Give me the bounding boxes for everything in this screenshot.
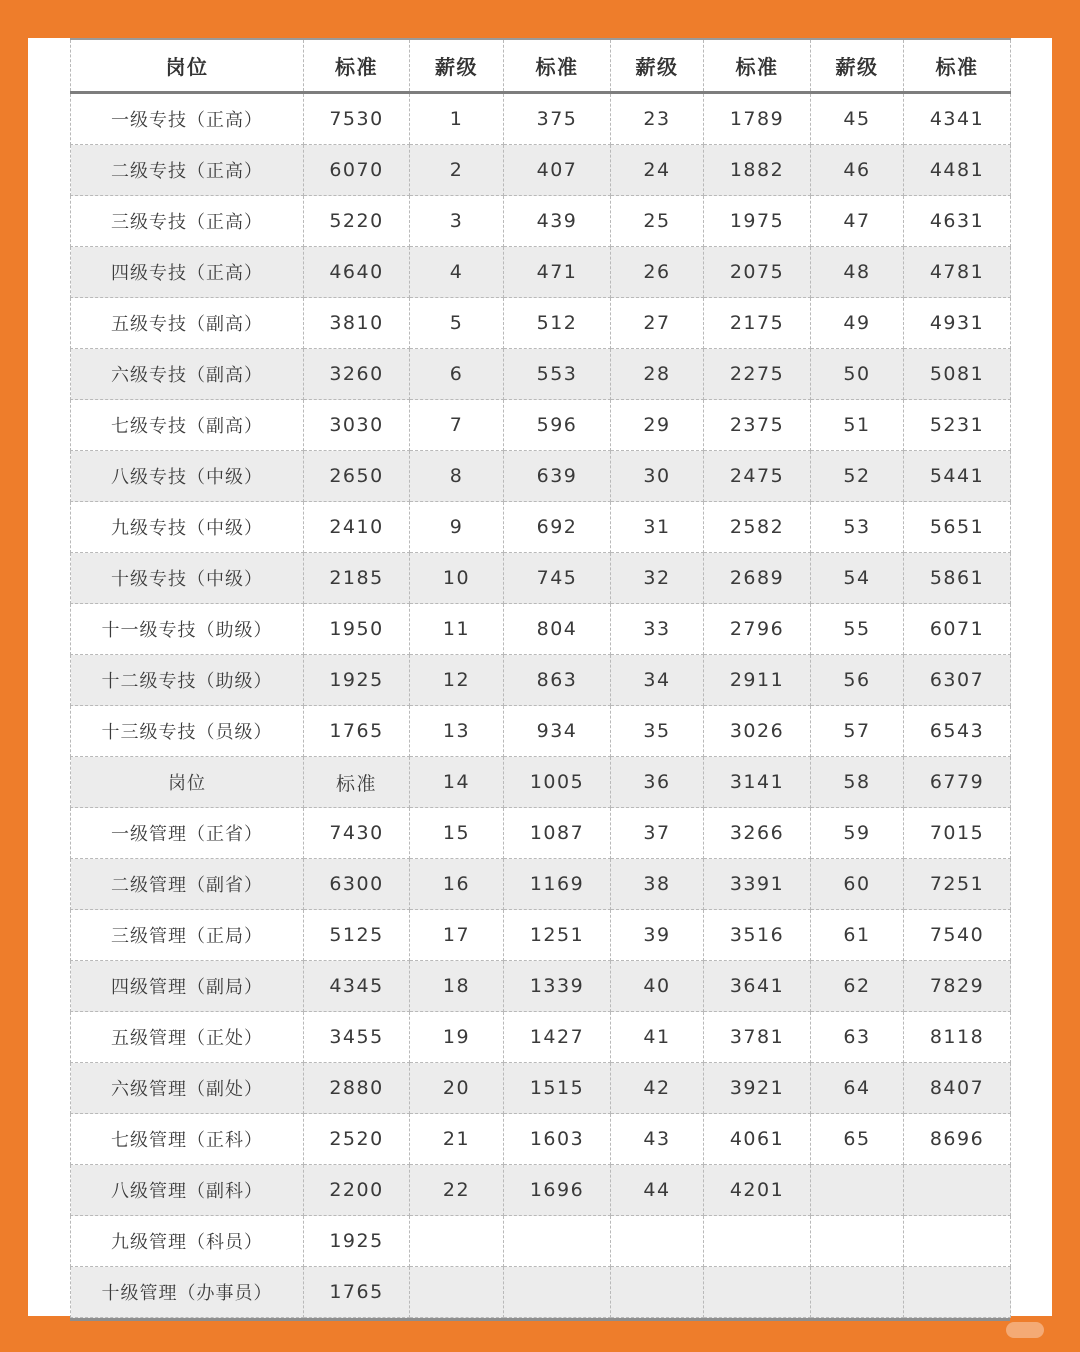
table-row	[71, 706, 1011, 757]
value-cell: 21	[410, 1114, 504, 1165]
value-cell: 2689	[704, 553, 811, 604]
value-cell: 28	[611, 349, 704, 400]
value-cell: 3516	[704, 910, 811, 961]
value-cell: 2410	[304, 502, 410, 553]
position-cell: 八级管理（副科）	[71, 1165, 304, 1216]
value-cell: 2375	[704, 400, 811, 451]
value-cell: 39	[611, 910, 704, 961]
value-cell: 55	[811, 604, 904, 655]
value-cell	[410, 1267, 504, 1318]
value-cell: 10	[410, 553, 504, 604]
value-cell: 5	[410, 298, 504, 349]
position-cell: 十三级专技（员级）	[71, 706, 304, 757]
value-cell: 32	[611, 553, 704, 604]
value-cell: 4481	[904, 145, 1011, 196]
value-cell: 1925	[304, 1216, 410, 1267]
column-header: 薪级	[410, 39, 504, 93]
value-cell: 27	[611, 298, 704, 349]
value-cell: 639	[504, 451, 611, 502]
table-row	[71, 145, 1011, 196]
header-row	[71, 39, 1011, 93]
value-cell: 3030	[304, 400, 410, 451]
table-row	[71, 859, 1011, 910]
value-cell: 7530	[304, 93, 410, 145]
value-cell: 65	[811, 1114, 904, 1165]
value-cell: 52	[811, 451, 904, 502]
value-cell: 5441	[904, 451, 1011, 502]
column-header: 岗位	[71, 39, 304, 93]
position-cell: 岗位	[71, 757, 304, 808]
value-cell: 29	[611, 400, 704, 451]
value-cell: 2275	[704, 349, 811, 400]
value-cell: 12	[410, 655, 504, 706]
table-row	[71, 1267, 1011, 1318]
value-cell: 863	[504, 655, 611, 706]
position-cell: 九级专技（中级）	[71, 502, 304, 553]
value-cell: 51	[811, 400, 904, 451]
value-cell: 6779	[904, 757, 1011, 808]
value-cell: 4640	[304, 247, 410, 298]
value-cell: 8118	[904, 1012, 1011, 1063]
table-row	[71, 1216, 1011, 1267]
value-cell: 7829	[904, 961, 1011, 1012]
column-header: 标准	[704, 39, 811, 93]
value-cell: 1	[410, 93, 504, 145]
position-cell: 五级专技（副高）	[71, 298, 304, 349]
value-cell: 4631	[904, 196, 1011, 247]
value-cell: 4	[410, 247, 504, 298]
table-row	[71, 1063, 1011, 1114]
value-cell: 24	[611, 145, 704, 196]
value-cell: 14	[410, 757, 504, 808]
value-cell	[811, 1165, 904, 1216]
value-cell: 1427	[504, 1012, 611, 1063]
value-cell: 7251	[904, 859, 1011, 910]
position-cell: 十一级专技（助级）	[71, 604, 304, 655]
position-cell: 六级管理（副处）	[71, 1063, 304, 1114]
value-cell: 2	[410, 145, 504, 196]
value-cell: 5861	[904, 553, 1011, 604]
table-row	[71, 247, 1011, 298]
value-cell: 3641	[704, 961, 811, 1012]
value-cell: 7015	[904, 808, 1011, 859]
value-cell	[904, 1165, 1011, 1216]
value-cell: 42	[611, 1063, 704, 1114]
value-cell: 38	[611, 859, 704, 910]
value-cell: 30	[611, 451, 704, 502]
value-cell: 2185	[304, 553, 410, 604]
value-cell: 7540	[904, 910, 1011, 961]
value-cell: 48	[811, 247, 904, 298]
position-cell: 五级管理（正处）	[71, 1012, 304, 1063]
value-cell: 20	[410, 1063, 504, 1114]
value-cell: 58	[811, 757, 904, 808]
position-cell: 三级专技（正高）	[71, 196, 304, 247]
value-cell: 46	[811, 145, 904, 196]
value-cell: 2880	[304, 1063, 410, 1114]
value-cell: 16	[410, 859, 504, 910]
value-cell: 439	[504, 196, 611, 247]
position-cell: 二级管理（副省）	[71, 859, 304, 910]
value-cell: 2650	[304, 451, 410, 502]
position-cell: 十二级专技（助级）	[71, 655, 304, 706]
table-row	[71, 451, 1011, 502]
value-cell: 8696	[904, 1114, 1011, 1165]
value-cell: 1251	[504, 910, 611, 961]
position-cell: 七级管理（正科）	[71, 1114, 304, 1165]
table-row	[71, 93, 1011, 145]
value-cell: 60	[811, 859, 904, 910]
value-cell: 37	[611, 808, 704, 859]
value-cell: 1087	[504, 808, 611, 859]
value-cell	[904, 1267, 1011, 1318]
value-cell: 17	[410, 910, 504, 961]
value-cell: 3266	[704, 808, 811, 859]
value-cell: 804	[504, 604, 611, 655]
salary-table-sheet	[70, 38, 1010, 1321]
value-cell: 407	[504, 145, 611, 196]
table-row	[71, 1012, 1011, 1063]
table-row	[71, 757, 1011, 808]
value-cell: 22	[410, 1165, 504, 1216]
value-cell: 1169	[504, 859, 611, 910]
position-cell: 四级管理（副局）	[71, 961, 304, 1012]
value-cell: 553	[504, 349, 611, 400]
value-cell: 标准	[304, 757, 410, 808]
value-cell: 6071	[904, 604, 1011, 655]
value-cell: 41	[611, 1012, 704, 1063]
value-cell	[611, 1267, 704, 1318]
value-cell	[811, 1267, 904, 1318]
position-cell: 一级专技（正高）	[71, 93, 304, 145]
value-cell	[410, 1216, 504, 1267]
value-cell: 1005	[504, 757, 611, 808]
table-row	[71, 196, 1011, 247]
table-row	[71, 298, 1011, 349]
value-cell: 2475	[704, 451, 811, 502]
value-cell: 4341	[904, 93, 1011, 145]
value-cell: 4781	[904, 247, 1011, 298]
position-cell: 三级管理（正局）	[71, 910, 304, 961]
value-cell: 53	[811, 502, 904, 553]
value-cell: 13	[410, 706, 504, 757]
value-cell: 3921	[704, 1063, 811, 1114]
value-cell	[904, 1216, 1011, 1267]
value-cell: 3141	[704, 757, 811, 808]
value-cell: 64	[811, 1063, 904, 1114]
value-cell: 745	[504, 553, 611, 604]
value-cell: 3781	[704, 1012, 811, 1063]
salary-table	[70, 38, 1011, 1318]
value-cell: 2911	[704, 655, 811, 706]
column-header: 标准	[304, 39, 410, 93]
value-cell: 19	[410, 1012, 504, 1063]
column-header: 标准	[504, 39, 611, 93]
value-cell: 34	[611, 655, 704, 706]
value-cell: 54	[811, 553, 904, 604]
table-row	[71, 808, 1011, 859]
value-cell: 15	[410, 808, 504, 859]
value-cell	[504, 1216, 611, 1267]
value-cell: 7	[410, 400, 504, 451]
value-cell: 5125	[304, 910, 410, 961]
value-cell: 49	[811, 298, 904, 349]
value-cell: 1950	[304, 604, 410, 655]
value-cell: 934	[504, 706, 611, 757]
table-row	[71, 349, 1011, 400]
value-cell: 2075	[704, 247, 811, 298]
value-cell: 1925	[304, 655, 410, 706]
value-cell: 1882	[704, 145, 811, 196]
column-header: 薪级	[611, 39, 704, 93]
value-cell: 18	[410, 961, 504, 1012]
value-cell: 3026	[704, 706, 811, 757]
value-cell	[611, 1216, 704, 1267]
value-cell: 2796	[704, 604, 811, 655]
value-cell: 63	[811, 1012, 904, 1063]
value-cell: 1696	[504, 1165, 611, 1216]
value-cell	[504, 1267, 611, 1318]
position-cell: 四级专技（正高）	[71, 247, 304, 298]
value-cell: 6543	[904, 706, 1011, 757]
value-cell: 50	[811, 349, 904, 400]
position-cell: 八级专技（中级）	[71, 451, 304, 502]
column-header: 薪级	[811, 39, 904, 93]
value-cell: 1603	[504, 1114, 611, 1165]
value-cell: 36	[611, 757, 704, 808]
value-cell: 512	[504, 298, 611, 349]
value-cell: 6	[410, 349, 504, 400]
value-cell: 7430	[304, 808, 410, 859]
value-cell: 471	[504, 247, 611, 298]
value-cell: 57	[811, 706, 904, 757]
value-cell	[704, 1267, 811, 1318]
position-cell: 十级管理（办事员）	[71, 1267, 304, 1318]
table-row	[71, 655, 1011, 706]
value-cell: 33	[611, 604, 704, 655]
value-cell: 4201	[704, 1165, 811, 1216]
value-cell: 5081	[904, 349, 1011, 400]
value-cell: 1515	[504, 1063, 611, 1114]
value-cell: 3	[410, 196, 504, 247]
value-cell: 23	[611, 93, 704, 145]
value-cell: 2200	[304, 1165, 410, 1216]
value-cell: 1339	[504, 961, 611, 1012]
value-cell: 4345	[304, 961, 410, 1012]
value-cell: 1765	[304, 706, 410, 757]
value-cell: 47	[811, 196, 904, 247]
table-row	[71, 1165, 1011, 1216]
value-cell: 43	[611, 1114, 704, 1165]
value-cell: 6307	[904, 655, 1011, 706]
column-header: 标准	[904, 39, 1011, 93]
value-cell: 45	[811, 93, 904, 145]
value-cell: 6070	[304, 145, 410, 196]
value-cell: 25	[611, 196, 704, 247]
table-row	[71, 961, 1011, 1012]
value-cell: 5651	[904, 502, 1011, 553]
table-row	[71, 400, 1011, 451]
position-cell: 六级专技（副高）	[71, 349, 304, 400]
value-cell: 596	[504, 400, 611, 451]
position-cell: 一级管理（正省）	[71, 808, 304, 859]
value-cell: 8	[410, 451, 504, 502]
value-cell: 3391	[704, 859, 811, 910]
table-row	[71, 1114, 1011, 1165]
position-cell: 十级专技（中级）	[71, 553, 304, 604]
value-cell: 35	[611, 706, 704, 757]
value-cell: 56	[811, 655, 904, 706]
table-row	[71, 910, 1011, 961]
value-cell	[811, 1216, 904, 1267]
value-cell: 11	[410, 604, 504, 655]
value-cell: 61	[811, 910, 904, 961]
table-row	[71, 604, 1011, 655]
value-cell: 26	[611, 247, 704, 298]
table-body	[71, 93, 1011, 1318]
value-cell: 1789	[704, 93, 811, 145]
value-cell: 692	[504, 502, 611, 553]
value-cell: 2175	[704, 298, 811, 349]
value-cell: 5220	[304, 196, 410, 247]
value-cell: 31	[611, 502, 704, 553]
value-cell: 3810	[304, 298, 410, 349]
value-cell: 6300	[304, 859, 410, 910]
value-cell: 4931	[904, 298, 1011, 349]
value-cell: 3455	[304, 1012, 410, 1063]
watermark	[1006, 1322, 1044, 1338]
value-cell: 3260	[304, 349, 410, 400]
value-cell: 40	[611, 961, 704, 1012]
value-cell: 375	[504, 93, 611, 145]
value-cell: 8407	[904, 1063, 1011, 1114]
value-cell: 9	[410, 502, 504, 553]
value-cell: 1765	[304, 1267, 410, 1318]
value-cell: 4061	[704, 1114, 811, 1165]
value-cell: 59	[811, 808, 904, 859]
value-cell: 5231	[904, 400, 1011, 451]
value-cell: 62	[811, 961, 904, 1012]
position-cell: 九级管理（科员）	[71, 1216, 304, 1267]
position-cell: 七级专技（副高）	[71, 400, 304, 451]
value-cell	[704, 1216, 811, 1267]
value-cell: 2520	[304, 1114, 410, 1165]
value-cell: 1975	[704, 196, 811, 247]
table-row	[71, 553, 1011, 604]
position-cell: 二级专技（正高）	[71, 145, 304, 196]
table-row	[71, 502, 1011, 553]
value-cell: 44	[611, 1165, 704, 1216]
value-cell: 2582	[704, 502, 811, 553]
